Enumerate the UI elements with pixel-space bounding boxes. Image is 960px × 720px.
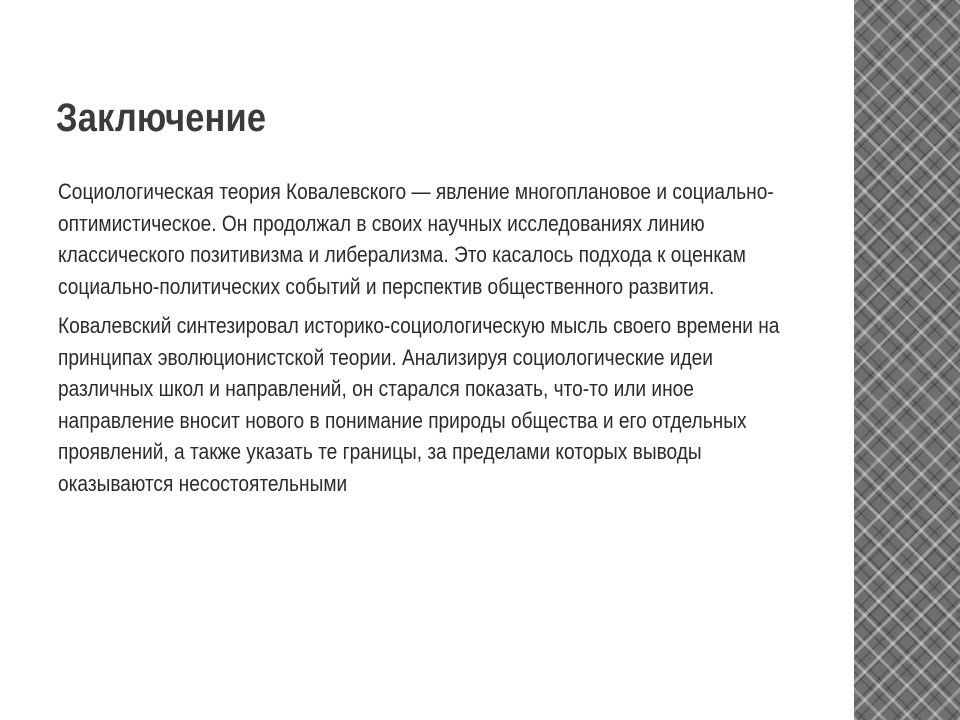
slide-body [58,176,803,507]
paragraph-1: Социологическая теория Ковалевского — явление многоплановое и социально-оптимистическое. Он продолжал в своих научных исследованиях линию классического позитивизма и либерализма. Это касалось подхода к оценкам социально-политических событий и перспектив общественного развития. [58,179,774,299]
paragraph-2: Ковалевский синтезировал историко-социологическую мысль своего времени на принципах эволюционистской теории. Анализируя социологические идеи различных школ и направлений, он старался показать, что-то или иное направление вносит нового в понимание природы общества и его отдельных проявлений, а также указать те границы, за пределами которых выводы оказываются несостоятельными [58,313,780,496]
slide-title: Заключение [56,96,267,140]
decorative-pattern-band [854,0,960,720]
